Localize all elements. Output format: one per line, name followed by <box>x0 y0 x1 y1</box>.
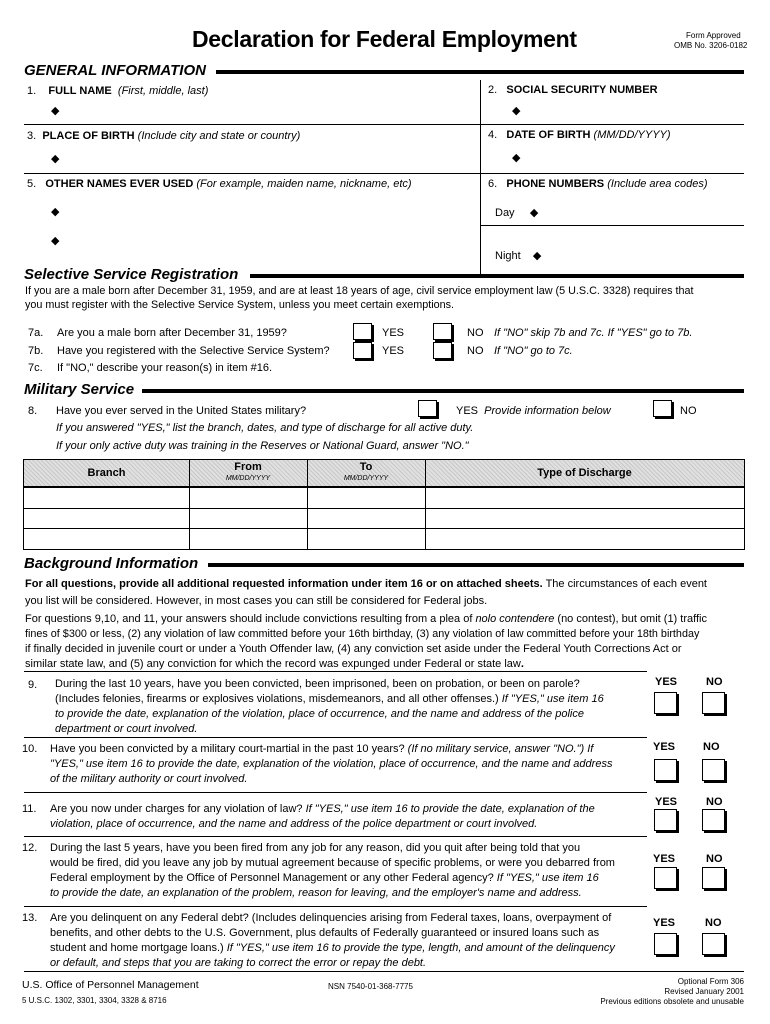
col-to-format: MM/DD/YYYY <box>343 475 389 482</box>
q9-line2-instr: If "YES," use item 16 <box>501 693 604 705</box>
footer-usc: 5 U.S.C. 1302, 3301, 3304, 3328 & 8716 <box>22 996 167 1005</box>
q2-label: SOCIAL SECURITY NUMBER <box>506 84 658 96</box>
col-to-header: To <box>359 461 373 473</box>
military-service-table <box>23 459 745 550</box>
q8-yes-note: Provide information below <box>484 405 611 417</box>
footer-agency: U.S. Office of Personnel Management <box>22 979 199 991</box>
q10-line1 <box>50 742 593 757</box>
phone-night-label: Night <box>495 250 521 262</box>
phone-night-marker-icon: ◆ <box>532 250 542 262</box>
footer-revised: Revised January 2001 <box>664 987 744 996</box>
q11-line1-instr: If "YES," use item 16 to provide the date, explanation of the <box>305 803 595 815</box>
q13-line3-text: student and home mortgage loans.) <box>50 942 227 954</box>
q3-number: 3. <box>27 130 37 142</box>
q9-line2 <box>55 692 604 707</box>
q12-no-label: NO <box>706 853 723 865</box>
q7c-number: 7c. <box>28 362 43 374</box>
q13-line3-instr: If "YES," use item 16 to provide the type, length, and amount of the delinquency <box>226 942 615 954</box>
general-section-title: GENERAL INFORMATION <box>24 62 212 79</box>
q4-hint: (MM/DD/YYYY) <box>593 129 671 141</box>
background-section-bar <box>208 563 744 567</box>
q11-line1-text: Are you now under charges for any violation of law? <box>50 803 306 815</box>
col-from-format: MM/DD/YYYY <box>225 475 271 482</box>
footer-previous-editions: Previous editions obsolete and unusable <box>600 997 744 1006</box>
q9-no-label: NO <box>706 676 723 688</box>
background-para2-line3: if finally decided in juvenile court or under a Youth Offender law, (4) any conviction set aside under the Federal Youth Corrections Act or <box>25 643 682 655</box>
q11-number: 11. <box>22 803 37 815</box>
q12-number: 12. <box>22 842 38 854</box>
q9-yes-label: YES <box>655 676 678 688</box>
q6-number: 6. <box>488 178 498 190</box>
q6-label: PHONE NUMBERS <box>506 178 605 190</box>
background-para2-line2: fines of $300 or less, (2) any violation of law committed before your 16th birthday, (3) any violation of law committed before your 18th birthday <box>25 628 700 640</box>
q7c-text: If "NO," describe your reason(s) in item #16. <box>57 362 273 374</box>
col-discharge-header: Type of Discharge <box>537 467 632 479</box>
q10-number: 10. <box>22 743 38 755</box>
q7a-no-note: If "NO" skip 7b and 7c. If "YES" go to 7b. <box>494 327 693 339</box>
q10-line1-instr: (If no military service, answer "NO.") If <box>407 743 594 755</box>
date-of-birth-field[interactable] <box>488 128 671 143</box>
page-title: Declaration for Federal Employment <box>192 26 577 52</box>
q7b-no-note: If "NO" go to 7c. <box>494 345 573 357</box>
q8-yes-label <box>456 404 611 419</box>
q10-line1-text: Have you been convicted by a military court-martial in the past 10 years? <box>50 743 408 755</box>
q12-line3 <box>50 871 599 886</box>
phone-numbers-field[interactable] <box>488 177 708 192</box>
q13-line4: or default, and steps that you are taking to correct the error or repay the debt. <box>50 957 427 969</box>
para2-text-end: (no contest), but omit (1) traffic <box>554 613 707 625</box>
q7a-yes-checkbox[interactable] <box>353 323 372 340</box>
q9-line2-text: (Includes felonies, firearms or explosives violations, misdemeanors, and all other offenses.) <box>55 693 502 705</box>
military-section-bar <box>142 389 744 393</box>
q13-yes-checkbox[interactable] <box>654 933 677 955</box>
q10-line3: of the military authority or court involved. <box>50 773 248 785</box>
q7b-no-checkbox[interactable] <box>433 342 452 359</box>
para2-nolo: nolo contendere <box>475 613 555 625</box>
q8-no-label: NO <box>680 405 697 417</box>
q4-number: 4. <box>488 129 498 141</box>
background-para1-line2: you list will be considered. However, in most cases you can still be considered for Federal jobs. <box>25 595 488 607</box>
phone-day-label: Day <box>495 207 515 219</box>
q5-hint: (For example, maiden name, nickname, etc) <box>196 178 412 190</box>
q13-yes-label: YES <box>653 917 676 929</box>
q7b-text: Have you registered with the Selective Service System? <box>57 345 330 357</box>
q13-line3 <box>50 941 615 956</box>
q1-hint: (First, middle, last) <box>117 85 209 97</box>
q9-line3: to provide the date, explanation of the violation, place of occurrence, and the name and address of the police <box>55 708 584 720</box>
q13-number: 13. <box>22 912 38 924</box>
military-note-2: If your only active duty was training in the Reserves or National Guard, answer "NO." <box>56 440 469 452</box>
omb-number: OMB No. 3206-0182 <box>674 41 748 50</box>
q12-no-checkbox[interactable] <box>702 867 725 889</box>
place-of-birth-field[interactable] <box>27 129 300 144</box>
q7b-number: 7b. <box>28 345 44 357</box>
q11-yes-checkbox[interactable] <box>654 809 677 831</box>
background-para1-line1 <box>25 577 707 592</box>
military-note-1: If you answered "YES," list the branch, dates, and type of discharge for all active duty. <box>56 422 474 434</box>
q13-line2: benefits, and other debts to the U.S. Government, plus defaults of Federally guaranteed or insured loans such as <box>50 927 600 939</box>
q7a-no-checkbox[interactable] <box>433 323 452 340</box>
other-names-marker-icon: ◆ <box>51 235 60 247</box>
q8-yes-checkbox[interactable] <box>418 400 437 417</box>
q5-number: 5. <box>27 178 37 190</box>
q12-line4: to provide the date, an explanation of the problem, reason for leaving, and the employer's name and address. <box>50 887 582 899</box>
q13-line1: Are you delinquent on any Federal debt? (Includes delinquencies arising from Federal taxes, loans, overpayment of <box>50 912 612 924</box>
form-approved-label: Form Approved <box>686 31 741 40</box>
q10-yes-checkbox[interactable] <box>654 759 677 781</box>
col-branch-header: Branch <box>87 467 126 479</box>
q11-yes-label: YES <box>655 796 678 808</box>
q7a-number: 7a. <box>28 327 44 339</box>
q10-no-checkbox[interactable] <box>702 759 725 781</box>
ssn-field[interactable] <box>488 83 658 98</box>
q7b-no-label: NO <box>467 345 484 357</box>
selective-section-title: Selective Service Registration <box>24 266 244 283</box>
q7a-yes-label: YES <box>382 327 405 339</box>
para2-text: For questions 9,10, and 11, your answers should include convictions resulting from a plea of <box>25 613 476 625</box>
q12-line2: would be fired, did you leave any job by mutual agreement because of specific problems, or were you debarred from <box>50 857 615 869</box>
background-para1-bold: For all questions, provide all additional requested information under item 16 or on attached sheets. <box>25 578 543 590</box>
background-para1-rest: The circumstances of each event <box>542 578 707 590</box>
ssn-marker-icon: ◆ <box>512 105 521 117</box>
general-section-bar <box>216 70 744 74</box>
place-of-birth-marker-icon: ◆ <box>51 153 60 165</box>
col-from-header: From <box>234 461 262 473</box>
q11-no-checkbox[interactable] <box>702 809 725 831</box>
q3-label: PLACE OF BIRTH <box>42 130 135 142</box>
q9-line1: During the last 10 years, have you been convicted, been imprisoned, been on probation, or been on parole? <box>55 678 580 690</box>
q11-no-label: NO <box>706 796 723 808</box>
selective-section-bar <box>250 274 744 278</box>
para2-period: . <box>520 658 524 670</box>
q12-line3-text: Federal employment by the Office of Personnel Management or any other Federal agency? <box>50 872 497 884</box>
q12-yes-label: YES <box>653 853 676 865</box>
background-para2-line4 <box>25 657 524 672</box>
q4-label: DATE OF BIRTH <box>506 129 591 141</box>
date-of-birth-marker-icon: ◆ <box>512 152 521 164</box>
q11-line1 <box>50 802 595 817</box>
other-names-field[interactable] <box>27 177 412 192</box>
selective-intro-line2: you must register with the Selective Service System, unless you meet certain exemptions. <box>25 299 455 311</box>
q9-no-checkbox[interactable] <box>702 692 725 714</box>
q13-no-label: NO <box>705 917 722 929</box>
q3-hint: (Include city and state or country) <box>137 130 301 142</box>
q9-yes-checkbox[interactable] <box>654 692 677 714</box>
full-name-marker-icon: ◆ <box>51 105 60 117</box>
q11-line2: violation, place of occurrence, and the name and address of the police department or court involved. <box>50 818 538 830</box>
q5-label: OTHER NAMES EVER USED <box>45 178 194 190</box>
selective-intro-line1: If you are a male born after December 31, 1959, and are at least 18 years of age, civil service employment law (5 U.S.C. 3328) requires that <box>25 285 694 297</box>
phone-day-field[interactable] <box>495 206 538 221</box>
q9-line4: department or court involved. <box>55 723 198 735</box>
q8-number: 8. <box>28 405 38 417</box>
footer-form-number: Optional Form 306 <box>677 977 744 986</box>
full-name-field[interactable] <box>27 84 208 99</box>
q8-yes-text: YES <box>456 405 479 417</box>
q7a-text: Are you a male born after December 31, 1959? <box>57 327 287 339</box>
q10-line2: "YES," use item 16 to provide the date, explanation of the violation, place of occurrence, and the name and address <box>50 758 613 770</box>
q7b-yes-label: YES <box>382 345 405 357</box>
q2-number: 2. <box>488 84 498 96</box>
q1-label: FULL NAME <box>48 85 112 97</box>
q10-no-label: NO <box>703 741 720 753</box>
q6-hint: (Include area codes) <box>607 178 708 190</box>
q1-number: 1. <box>27 85 37 97</box>
phone-night-field[interactable] <box>495 249 541 264</box>
q9-number: 9. <box>28 679 38 691</box>
para2-line4-text: similar state law, and (5) any conviction for which the record was expunged under Federal or state law <box>25 658 521 670</box>
military-section-title: Military Service <box>24 381 140 398</box>
q8-text: Have you ever served in the United States military? <box>56 405 307 417</box>
q12-line1: During the last 5 years, have you been fired from any job for any reason, did you quit after being told that you <box>50 842 581 854</box>
q8-no-checkbox[interactable] <box>653 400 672 417</box>
q10-yes-label: YES <box>653 741 676 753</box>
phone-day-marker-icon: ◆ <box>529 207 539 219</box>
other-names-marker-icon: ◆ <box>51 206 60 218</box>
q7a-no-label: NO <box>467 327 484 339</box>
q12-yes-checkbox[interactable] <box>654 867 677 889</box>
background-section-title: Background Information <box>24 555 204 572</box>
q12-line3-instr: If "YES," use item 16 <box>496 872 599 884</box>
background-para2-line1 <box>25 612 707 627</box>
footer-nsn: NSN 7540-01-368-7775 <box>328 982 413 991</box>
q7b-yes-checkbox[interactable] <box>353 342 372 359</box>
q13-no-checkbox[interactable] <box>702 933 725 955</box>
